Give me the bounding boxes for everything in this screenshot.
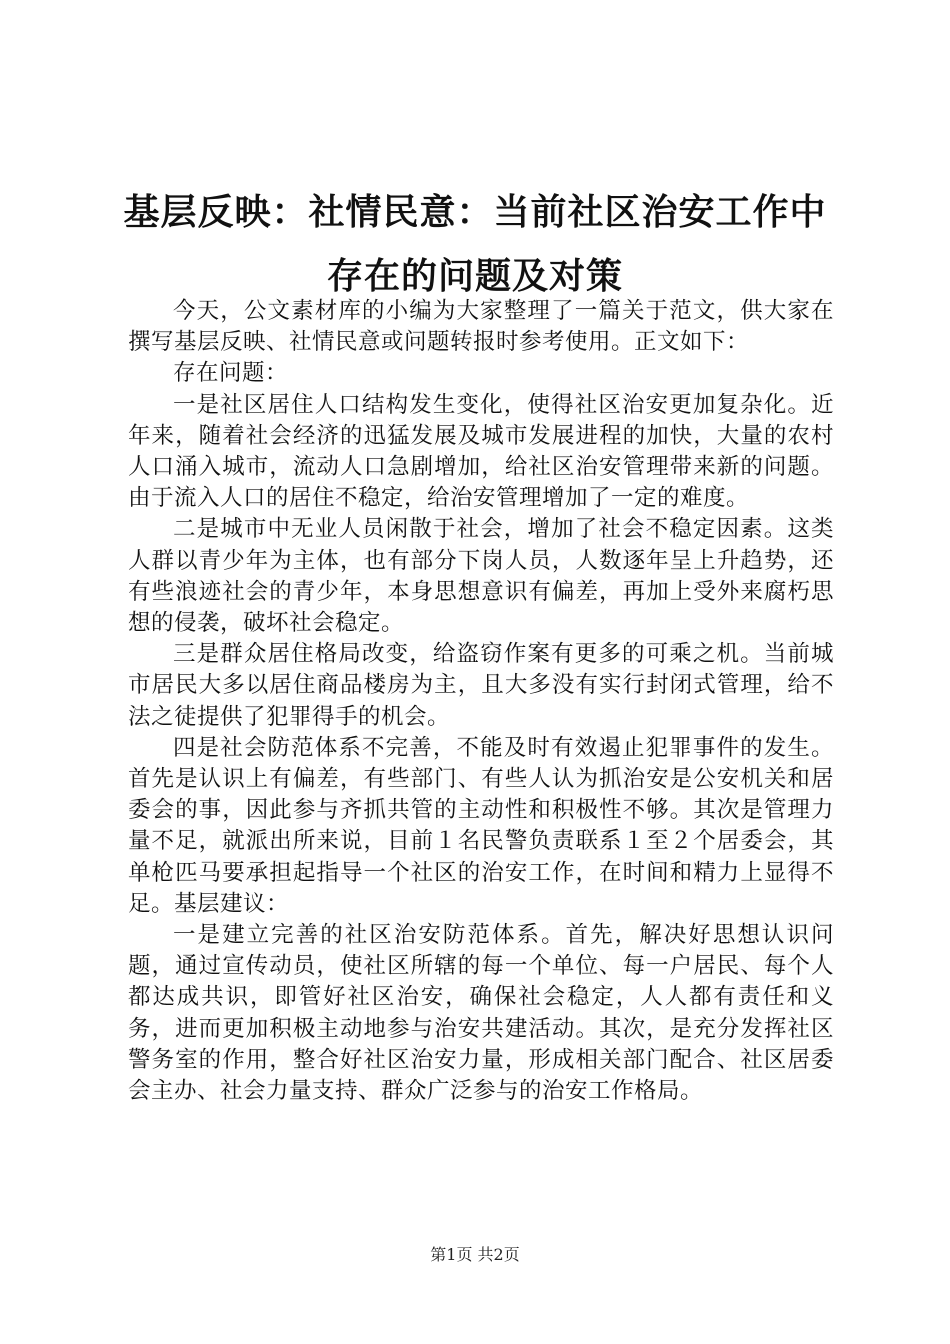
paragraph-problem-2: 二是城市中无业人员闲散于社会，增加了社会不稳定因素。这类人群以青少年为主体，也有部分下岗人员，人数逐年呈上升趋势，还有些浪迹社会的青少年，本身思想意识有偏差，再加上受外来腐朽思想的侵袭，破坏社会稳定。 [128,516,834,637]
document-body [128,296,834,1107]
document-title: 基层反映：社情民意：当前社区治安工作中存在的问题及对策 [123,191,827,297]
paragraph-problem-4: 四是社会防范体系不完善，不能及时有效遏止犯罪事件的发生。首先是认识上有偏差，有些部门、有些人认为抓治安是公安机关和居委会的事，因此参与齐抓共管的主动性和积极性不够。其次是管理力量不足，就派出所来说，目前１名民警负责联系１至２个居委会，其单枪匹马要承担起指导一个社区的治安工作，在时间和精力上显得不足。基层建议： [128,734,834,917]
paragraph-problem-1: 一是社区居住人口结构发生变化，使得社区治安更加复杂化。近年来，随着社会经济的迅猛发展及城市发展进程的加快，大量的农村人口涌入城市，流动人口急剧增加，给社区治安管理带来新的问题。由于流入人口的居住不稳定，给治安管理增加了一定的难度。 [128,391,834,512]
page-number-footer: 第1页 共2页 [430,1245,520,1264]
paragraph-problem-3: 三是群众居住格局改变，给盗窃作案有更多的可乘之机。当前城市居民大多以居住商品楼房为主，且大多没有实行封闭式管理，给不法之徒提供了犯罪得手的机会。 [128,641,834,730]
paragraph-suggestion-1: 一是建立完善的社区治安防范体系。首先，解决好思想认识问题，通过宣传动员，使社区所辖的每一个单位、每一户居民、每个人都达成共识，即管好社区治安，确保社会稳定，人人都有责任和义务，进而更加积极主动地参与治安共建活动。其次，是充分发挥社区警务室的作用，整合好社区治安力量，形成相关部门配合、社区居委会主办、社会力量支持、群众广泛参与的治安工作格局。 [128,922,834,1105]
paragraph-intro: 今天，公文素材库的小编为大家整理了一篇关于范文，供大家在撰写基层反映、社情民意或问题转报时参考使用。正文如下： [128,298,834,356]
paragraph-problems-heading: 存在问题： [173,360,289,387]
